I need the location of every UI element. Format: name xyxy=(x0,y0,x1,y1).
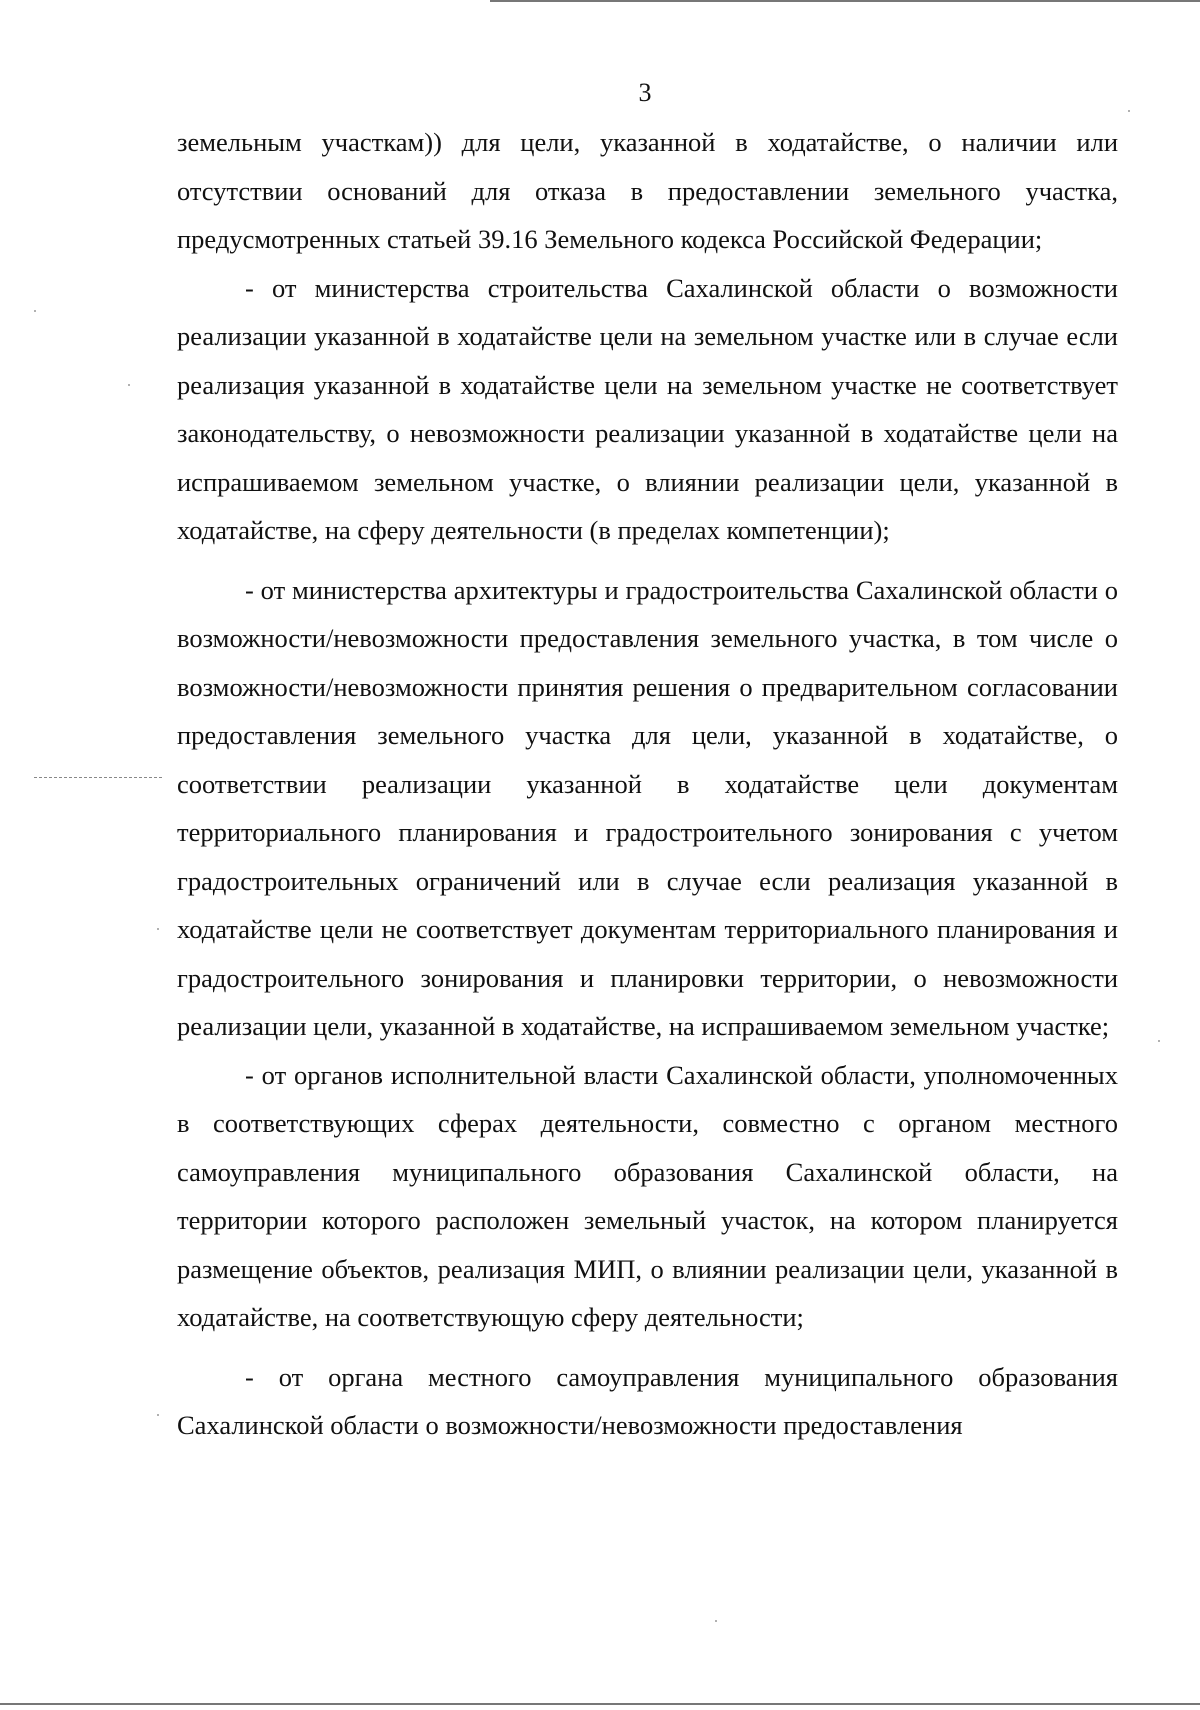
margin-dash-mark xyxy=(34,777,162,778)
scan-speck xyxy=(128,384,130,386)
page-number: 3 xyxy=(638,78,652,107)
scan-speck xyxy=(1128,110,1130,112)
scan-speck xyxy=(34,310,36,312)
scan-speck xyxy=(1158,1040,1160,1042)
scan-edge-line-top xyxy=(490,0,1200,2)
scan-edge-line-bottom xyxy=(0,1703,1200,1705)
scan-speck xyxy=(715,1620,717,1622)
document-body xyxy=(177,118,1118,1450)
paragraph-continuation: земельным участкам)) для цели, указанной в ходатайстве, о наличии или отсутствии оснований для отказа в предоставлении земельного участка, предусмотренных статьей 39.16 Земельного кодекса Российской Федерации; xyxy=(177,127,1118,254)
scan-speck xyxy=(157,1414,159,1416)
paragraph-executive-authorities: - от органов исполнительной власти Сахалинской области, уполномоченных в соответствующих сферах деятельности, совместно с органом местного самоуправления муниципального образования Сахалинской области, на территории которого расположен земельный участок, на котором планируется размещение объектов, реализация МИП, о влиянии реализации цели, указанной в ходатайстве, на соответствующую сферу деятельности; xyxy=(177,1059,1118,1332)
scan-speck xyxy=(157,928,159,930)
paragraph-local-government: - от органа местного самоуправления муниципального образования Сахалинской области о возможности/невозможности предоставления xyxy=(177,1361,1118,1440)
paragraph-construction-ministry: - от министерства строительства Сахалинской области о возможности реализации указанной в ходатайстве цели на земельном участке или в случае если реализация указанной в ходатайстве цели на земельном участке не соответствует законодательству, о невозможности реализации указанной в ходатайстве цели на испрашиваемом земельном участке, о влиянии реализации цели, указанной в ходатайстве, на сферу деятельности (в пределах компетенции); xyxy=(177,272,1118,545)
paragraph-architecture-ministry: - от министерства архитектуры и градостроительства Сахалинской области о возможности/невозможности предоставления земельного участка, в том числе о возможности/невозможности принятия решения о предварительном согласовании предоставления земельного участка для цели, указанной в ходатайстве, о соответствии реализации указанной в ходатайстве цели документам территориального планирования и градостроительного зонирования с учетом градостроительных ограничений или в случае если реализация указанной в ходатайстве цели не соответствует документам территориального планирования и градостроительного зонирования и планировки территории, о невозможности реализации цели, указанной в ходатайстве, на испрашиваемом земельном участке; xyxy=(177,574,1118,1041)
